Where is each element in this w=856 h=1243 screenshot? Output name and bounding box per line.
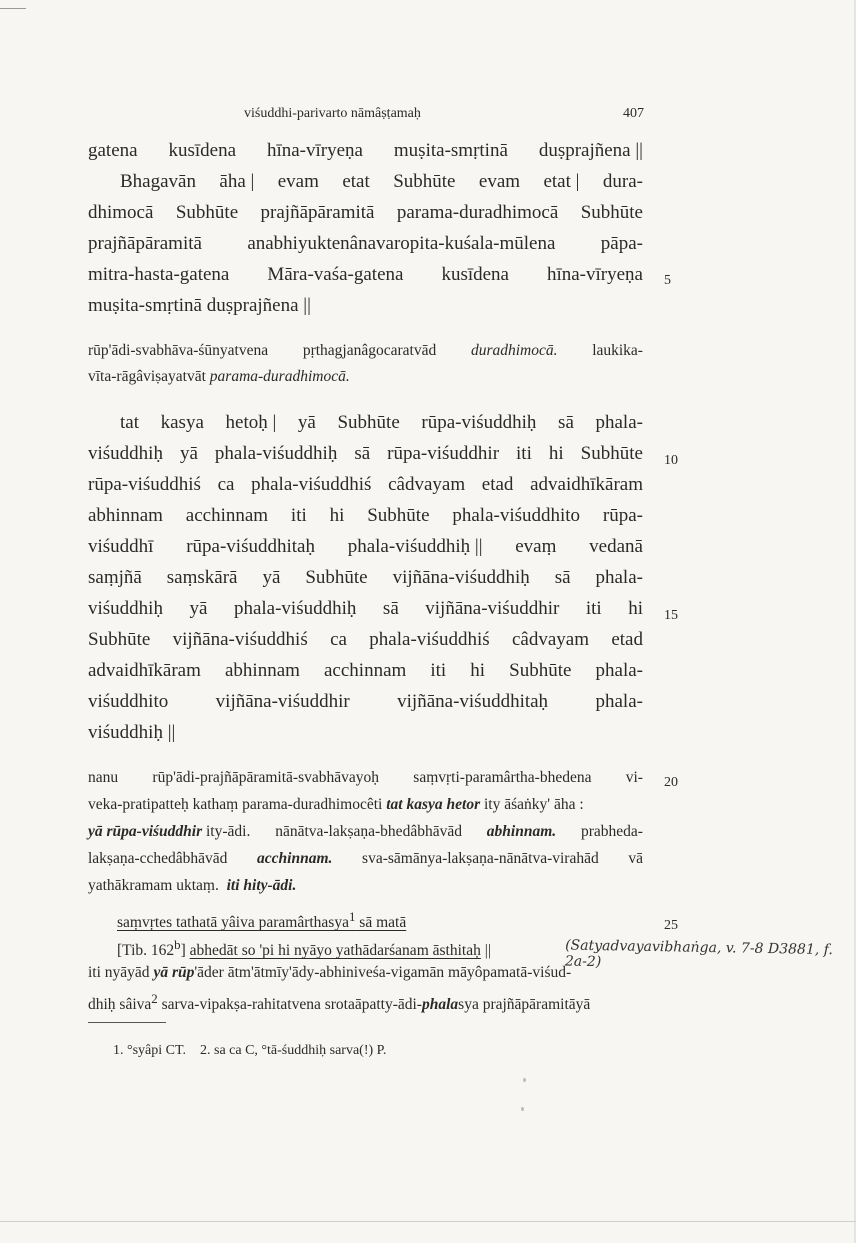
word: etat: [342, 171, 370, 192]
commentary-word: nanu: [88, 769, 119, 786]
word: Subhūte: [305, 567, 368, 588]
word: Subhūte: [393, 171, 456, 192]
commentary-word: vā: [628, 850, 643, 867]
commentary-line: [88, 877, 296, 895]
word: phala-: [595, 691, 643, 712]
word: vijñāna-viśuddhiś: [172, 629, 308, 650]
word: câdvayam: [388, 474, 466, 495]
word: muṣita-smṛtinā: [393, 140, 508, 161]
word: kusīdena: [168, 140, 237, 161]
commentary-line: [88, 823, 643, 841]
text-line: [120, 171, 643, 193]
word: hīna-vīryeṇa: [546, 264, 643, 285]
word: phala-viśuddhiḥ ||: [347, 536, 483, 557]
word: kasya: [160, 412, 204, 433]
word: abhinnam: [88, 505, 163, 526]
word: anabhiyuktenânavaropita-kuśala-mūlena: [247, 233, 556, 254]
word: Subhūte: [175, 202, 239, 223]
word: phala-viśuddhiś: [251, 474, 372, 495]
commentary-word: vi-: [625, 769, 643, 786]
word: viśuddhiḥ ||: [88, 722, 176, 743]
word: āha |: [219, 171, 255, 192]
commentary-lemma: tat kasya hetor: [386, 796, 481, 813]
text-line: [88, 598, 643, 620]
word: dura-: [602, 171, 643, 192]
commentary-lemma: yā rūpa-viśuddhir: [88, 823, 203, 840]
commentary-line: iti nyāyād yā rūp'āder ātm'ātmīy'ādy-abhiniveśa-vigamān māyôpamatā-viśud-: [88, 964, 572, 981]
commentary-word: rūp'ādi-svabhāva-śūnyatvena: [88, 342, 269, 359]
footnote-marker: 2: [151, 991, 158, 1006]
word: hi: [470, 660, 486, 681]
word: vijñāna-viśuddhitaḥ: [397, 691, 549, 712]
word: rūpa-viśuddhiś: [88, 474, 201, 495]
text-line: [88, 629, 643, 651]
text-line: [88, 474, 643, 496]
commentary-lemma: abhinnam.: [486, 823, 557, 840]
word: Subhūte: [509, 660, 572, 681]
verse-end: ||: [480, 942, 491, 960]
word: acchinnam: [185, 505, 269, 526]
word: saṃjñā: [88, 567, 142, 588]
word: phala-viśuddhiḥ: [214, 443, 338, 464]
word: Bhagavān: [120, 171, 196, 192]
margin-line-number: 25: [664, 918, 678, 933]
verse-line: [117, 909, 406, 932]
word: evam: [478, 171, 521, 192]
word: iti: [290, 505, 307, 526]
word: Subhūte: [580, 202, 643, 223]
commentary-lemma: yā rūp: [153, 964, 195, 981]
word: evam: [277, 171, 319, 192]
commentary-lemma: phala: [421, 996, 459, 1014]
word: iti: [430, 660, 447, 681]
word: sā: [354, 443, 371, 464]
word: evaṃ: [515, 536, 557, 557]
commentary-word: nānātva-lakṣaṇa-bhedâbhāvād: [275, 823, 462, 840]
text-line: [88, 660, 643, 682]
word: Māra-vaśa-gatena: [267, 264, 404, 285]
word: vedanā: [589, 536, 643, 557]
word: yā: [262, 567, 281, 588]
text-line: [88, 233, 643, 255]
word: vijñāna-viśuddhir: [215, 691, 350, 712]
tib-reference: [Tib. 162$^b$]: [117, 937, 190, 960]
verse-text: abhedāt so 'pi hi nyāyo yathādarśanam āsthitaḥ: [189, 942, 481, 960]
text-line: [88, 505, 643, 527]
word: yā: [179, 443, 198, 464]
word: Subhūte: [337, 412, 400, 433]
commentary-word: prabheda-: [581, 823, 643, 840]
word: sā: [382, 598, 399, 619]
word: muṣita-smṛtinā duṣprajñena ||: [88, 295, 311, 316]
commentary-line: [88, 368, 350, 386]
commentary-word: saṃvṛti-paramârtha-bhedena: [413, 769, 592, 786]
word: sā: [554, 567, 571, 588]
commentary-line: [88, 769, 643, 787]
word: ca: [217, 474, 235, 495]
commentary-word: lakṣaṇa-cchedâbhāvād: [88, 850, 228, 867]
word: viśuddhito: [88, 691, 169, 712]
commentary-word: sva-sāmānya-lakṣaṇa-nānātva-virahād: [362, 850, 599, 867]
scan-bottom-edge: [0, 1221, 856, 1222]
page-number: 407: [623, 106, 644, 121]
word: kusīdena: [441, 264, 509, 285]
footnote-separator: [88, 1022, 166, 1023]
word: phala-: [595, 660, 643, 681]
word: Subhūte: [580, 443, 643, 464]
commentary-text: yathākramam uktaṃ.: [88, 877, 219, 894]
running-header: viśuddhi-parivarto nāmâṣṭamaḥ: [244, 106, 421, 121]
word: etat |: [543, 171, 580, 192]
word: duṣprajñena ||: [538, 140, 643, 161]
footnote-marker: 1: [348, 909, 356, 924]
word: prajñāpāramitā: [260, 202, 375, 223]
word: rūpa-viśuddhiḥ: [421, 412, 537, 433]
commentary-word: pṛthagjanâgocaratvād: [302, 342, 437, 359]
commentary-text: ity āśaṅky' āha :: [480, 796, 584, 813]
word: phala-viśuddhito: [452, 505, 581, 526]
word: iti: [585, 598, 602, 619]
scan-speck: [521, 1107, 524, 1111]
commentary-line: [88, 796, 584, 814]
text-line: [88, 567, 643, 589]
commentary-line: [88, 342, 643, 360]
commentary-lemma: iti: [226, 877, 240, 894]
word: phala-: [595, 567, 643, 588]
word: viśuddhī: [88, 536, 154, 557]
margin-line-number: 5: [664, 273, 671, 288]
word: pāpa-: [600, 233, 643, 254]
word: câdvayam: [511, 629, 589, 650]
word: sā: [558, 412, 574, 433]
text-line: [120, 412, 643, 434]
commentary-text: ity-ādi.: [202, 823, 251, 840]
word: hi: [628, 598, 643, 619]
text-line: [88, 264, 643, 286]
word: rūpa-viśuddhitaḥ: [186, 536, 315, 557]
word: prajñāpāramitā: [88, 233, 202, 254]
word: dhimocā: [88, 202, 154, 223]
text-line: [88, 295, 311, 317]
verse-text: saṃvṛtes tathatā yâiva paramârthasya$^1$ sā matā: [117, 909, 407, 932]
commentary-word: vīta-rāgâviṣayatvāt: [88, 368, 206, 385]
word: ca: [330, 629, 347, 650]
word: acchinnam: [324, 660, 407, 681]
verse-line: [117, 937, 491, 960]
commentary-line: [88, 850, 643, 868]
text-line: [88, 140, 643, 162]
word: iti: [516, 443, 532, 464]
text-line: [88, 443, 643, 465]
word: advaidhīkāram: [88, 660, 201, 681]
margin-line-number: 15: [664, 608, 678, 623]
margin-line-number: 10: [664, 453, 678, 468]
margin-line-number: 20: [664, 775, 678, 790]
commentary-lemma: duradhimocā.: [470, 342, 558, 359]
text-line: [88, 722, 175, 744]
commentary-word: rūp'ādi-prajñāpāramitā-svabhāvayoḥ: [152, 769, 380, 786]
commentary-text: veka-pratipatteḥ kathaṃ parama-duradhimocêti: [88, 796, 387, 813]
word: etad: [611, 629, 643, 650]
word: hi: [548, 443, 564, 464]
word: viśuddhiḥ: [88, 598, 163, 619]
word: phala-viśuddhiḥ: [233, 598, 357, 619]
word: Subhūte: [88, 629, 151, 650]
word: abhinnam: [224, 660, 300, 681]
word: saṃskārā: [166, 567, 238, 588]
word: rūpa-: [602, 505, 643, 526]
word: phala-viśuddhiś: [369, 629, 490, 650]
handwritten-annotation: (Satyadvayavibhaṅga, v. 7-8 D3881, f. 2a-2): [564, 937, 833, 971]
word: mitra-hasta-gatena: [88, 264, 230, 285]
word: rūpa-viśuddhir: [387, 443, 500, 464]
text-line: [88, 536, 643, 558]
commentary-lemma: acchinnam.: [257, 850, 333, 867]
word: hi: [329, 505, 345, 526]
word: hetoḥ |: [225, 412, 277, 433]
commentary-text: hity-ādi.: [239, 877, 297, 894]
word: vijñāna-viśuddhir: [425, 598, 560, 619]
text-line: [88, 202, 643, 224]
word: tat: [120, 412, 139, 433]
word: vijñāna-viśuddhiḥ: [392, 567, 530, 588]
word: parama-duradhimocā: [396, 202, 559, 223]
word: yā: [297, 412, 316, 433]
word: etad: [481, 474, 514, 495]
word: gatena: [88, 140, 138, 161]
word: yā: [189, 598, 208, 619]
scan-speck: [523, 1078, 526, 1082]
word: Subhūte: [367, 505, 430, 526]
commentary-word: laukika-: [592, 342, 643, 359]
commentary-lemma: parama-duradhimocā.: [209, 368, 350, 385]
commentary-line: dhiḥ sâiva$^2$ sarva-vipakṣa-rahitatvena srotaāpatty-ādi-phalasya prajñāpāramitāyā: [88, 991, 591, 1014]
word: phala-: [595, 412, 643, 433]
text-line: [88, 691, 643, 713]
word: hīna-vīryeṇa: [266, 140, 363, 161]
footnotes: 1. °syâpi CT. 2. sa ca C, °tā-śuddhiḥ sarva(!) P.: [113, 1043, 387, 1058]
scan-corner-mark: [0, 8, 26, 9]
word: viśuddhiḥ: [88, 443, 163, 464]
word: advaidhīkāram: [530, 474, 643, 495]
